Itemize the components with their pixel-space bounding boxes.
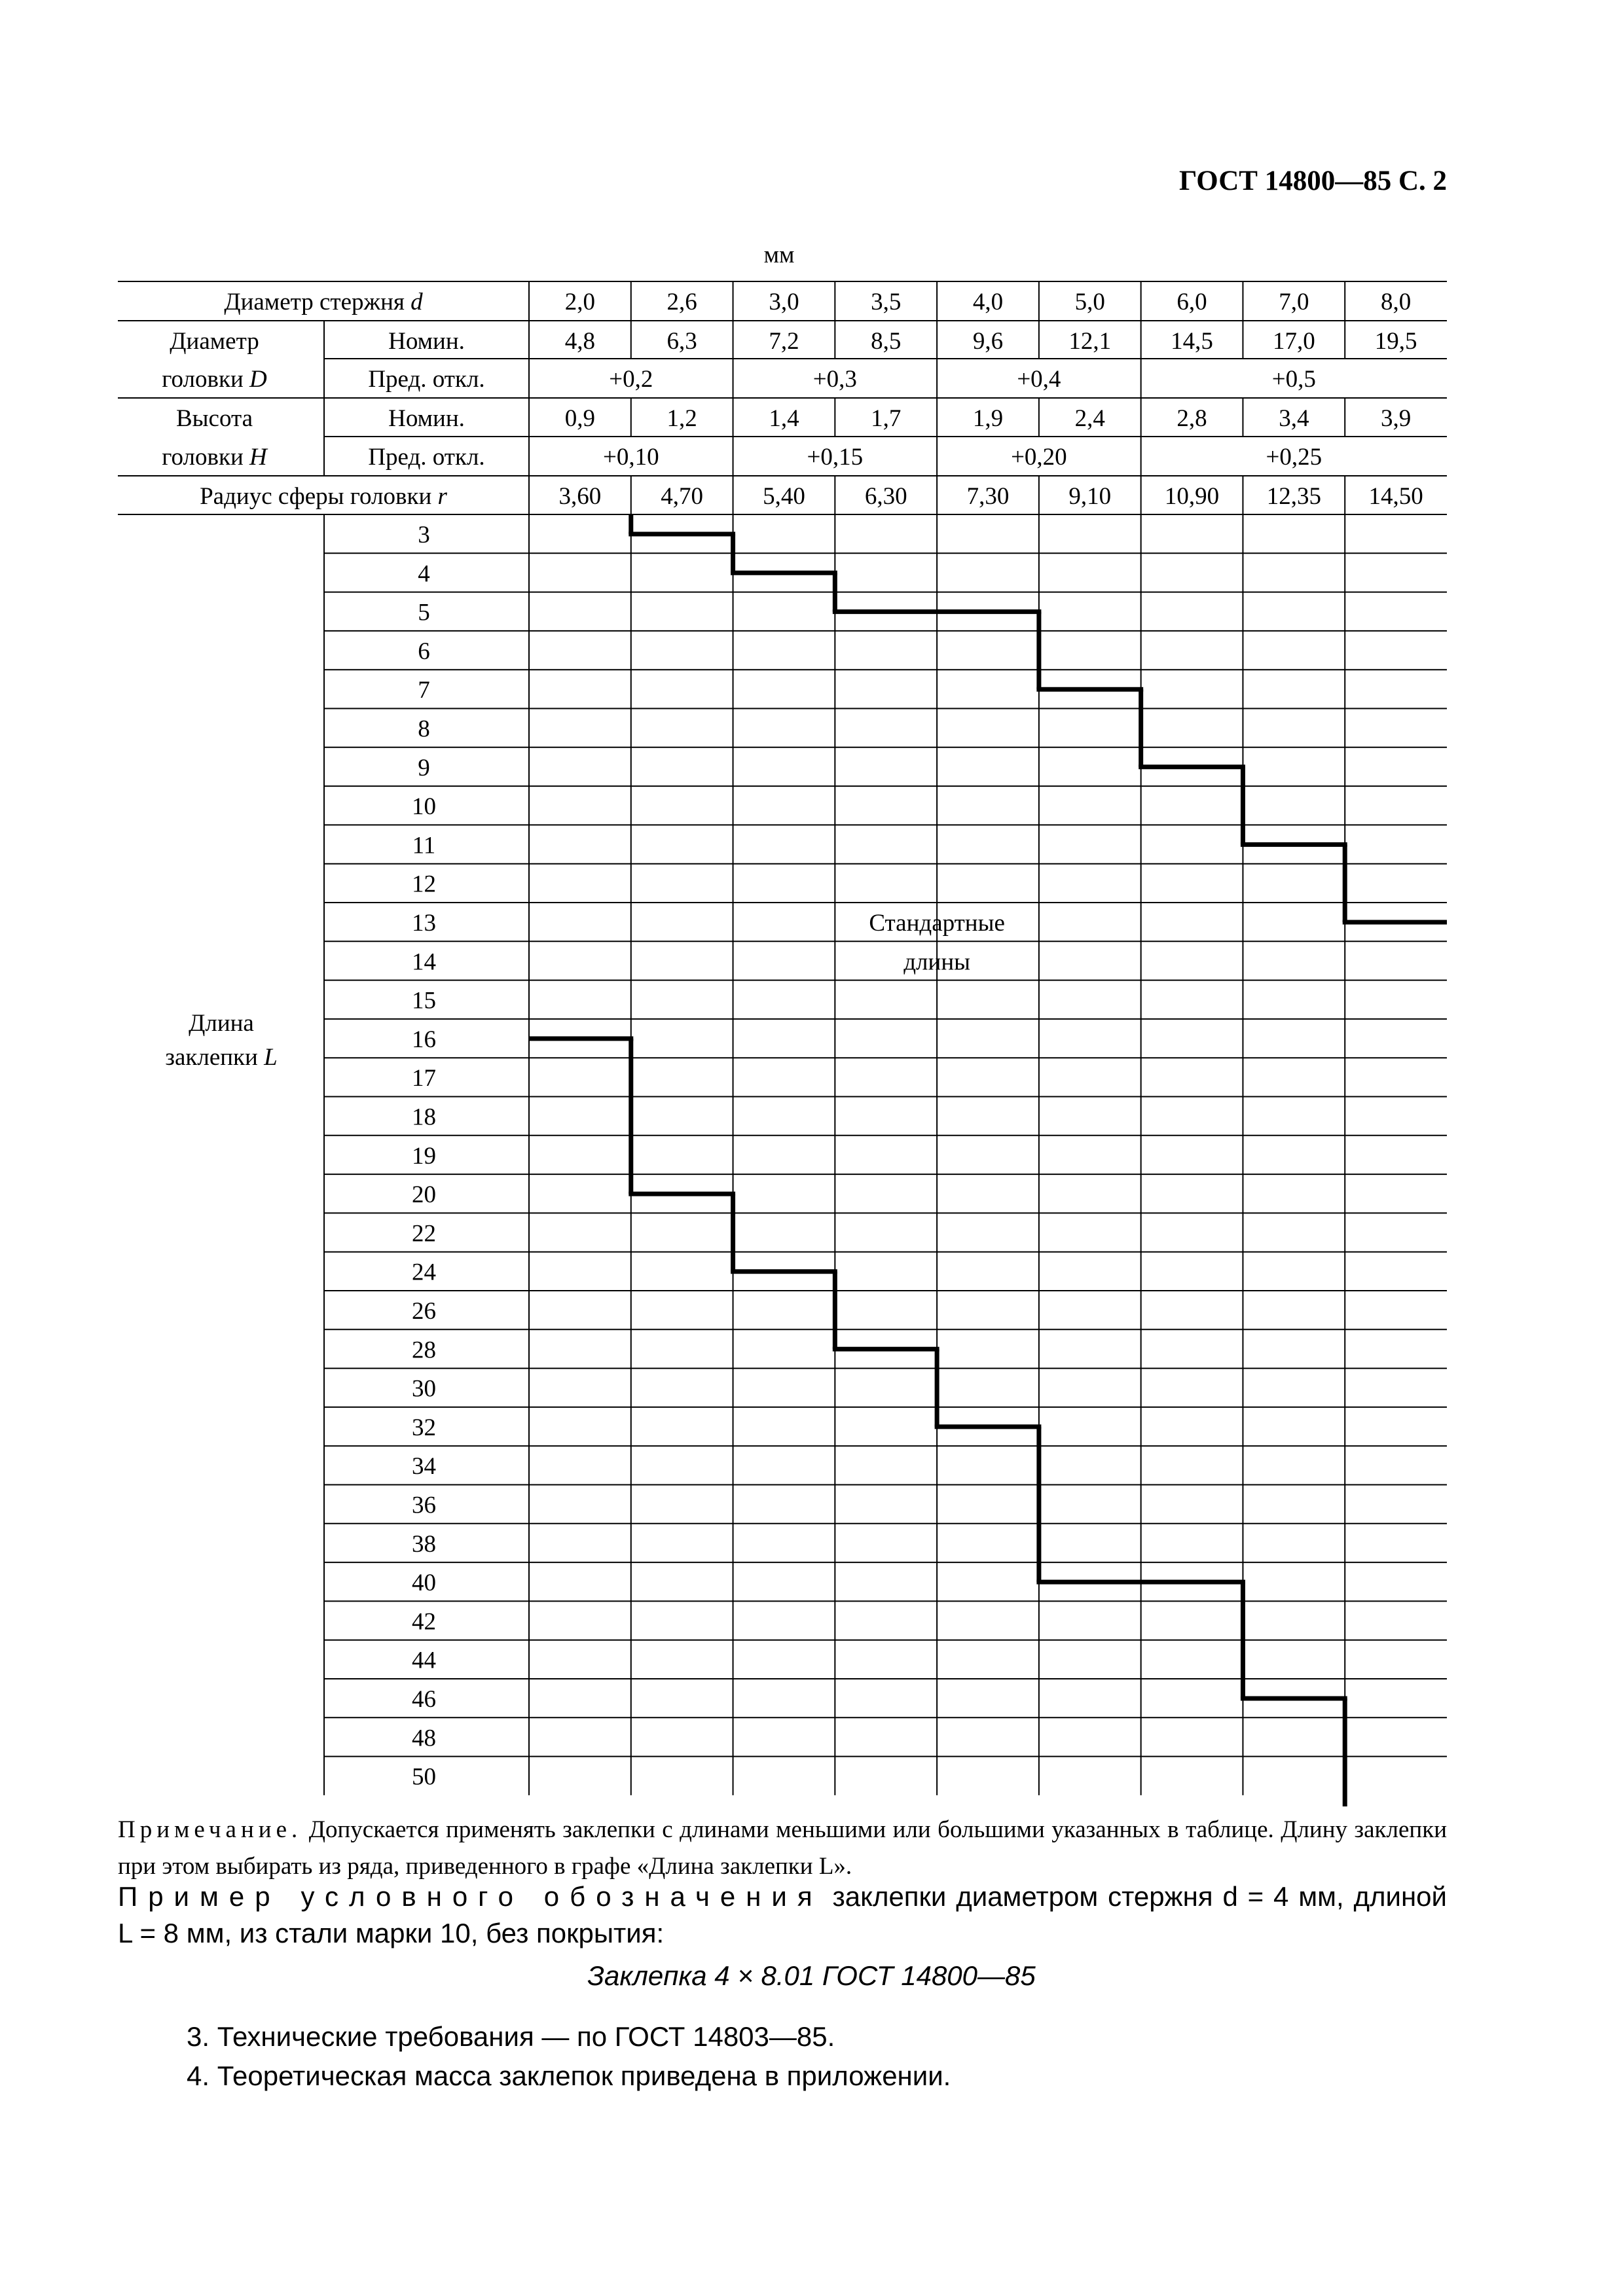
D-value: 17,0: [1272, 328, 1315, 355]
H-tolerance: +0,25: [1266, 444, 1322, 471]
D-value: 12,1: [1068, 328, 1112, 355]
length-value: 28: [412, 1336, 436, 1364]
length-value: 13: [412, 910, 436, 937]
H-value: 2,8: [1176, 405, 1207, 432]
D-tolerance: +0,2: [609, 366, 653, 393]
length-value: 42: [412, 1608, 436, 1636]
tol-label-H: Пред. откл.: [368, 444, 485, 471]
length-value: 4: [418, 560, 430, 588]
H-value: 0,9: [564, 405, 596, 432]
D-value: 7,2: [769, 328, 799, 355]
r-value: 14,50: [1368, 483, 1423, 510]
designation-formula: Заклепка 4 × 8.01 ГОСТ 14800—85: [587, 1960, 1036, 1991]
r-value: 3,60: [558, 483, 602, 510]
d-value: 3,5: [871, 289, 902, 315]
length-value: 10: [412, 793, 436, 821]
length-value: 24: [412, 1259, 436, 1286]
label-H-line1: Высота: [175, 405, 253, 432]
note-prefix: Примечание.: [118, 1816, 302, 1843]
length-value: 50: [412, 1763, 436, 1791]
length-value: 30: [412, 1375, 436, 1403]
length-value: 44: [412, 1647, 436, 1674]
length-value: 8: [418, 715, 430, 743]
D-tolerance: +0,3: [812, 366, 857, 393]
unit-label: мм: [763, 242, 795, 268]
item-3: 3. Технические требования — по ГОСТ 14803—85.: [187, 2021, 835, 2052]
length-value: 18: [412, 1103, 436, 1131]
length-value: 9: [418, 754, 430, 781]
D-tolerance: +0,4: [1017, 366, 1061, 393]
length-label-line1: Длина: [189, 1010, 254, 1037]
standard-lengths-line2: длины: [903, 948, 970, 976]
length-value: 36: [412, 1492, 436, 1519]
length-value: 15: [412, 987, 436, 1014]
table-note: [118, 1812, 1447, 1885]
H-value: 2,4: [1074, 405, 1105, 432]
length-value: 11: [412, 832, 436, 859]
H-value: 1,9: [972, 405, 1004, 432]
d-value: 2,0: [564, 289, 596, 315]
H-value: 3,9: [1380, 405, 1412, 432]
length-value: 16: [412, 1026, 436, 1053]
r-value: 10,90: [1164, 483, 1220, 510]
length-value: 46: [412, 1686, 436, 1713]
r-value: 4,70: [661, 483, 704, 510]
H-value: 3,4: [1279, 405, 1309, 432]
r-value: 9,10: [1068, 483, 1112, 510]
D-value: 6,3: [666, 328, 697, 355]
length-value: 32: [412, 1414, 436, 1441]
d-value: 8,0: [1380, 289, 1412, 315]
D-tolerance: +0,5: [1271, 366, 1316, 393]
length-value: 7: [418, 677, 430, 704]
label-H-line2: головки H: [162, 444, 267, 471]
D-value: 4,8: [564, 328, 596, 355]
standard-lengths-line1: Стандартные: [869, 910, 1005, 937]
label-D-line1: Диаметр: [170, 328, 259, 355]
d-value: 2,6: [666, 289, 697, 315]
D-value: 8,5: [871, 328, 902, 355]
H-value: 1,4: [769, 405, 799, 432]
H-tolerance: +0,15: [807, 444, 864, 471]
note-text: Допускается применять заклепки с длинами меньшими или большими указанных в таблице. Длину заклепки при этом выбирать из ряда, приведенного в графе «Длина заклепки L».: [118, 1816, 1447, 1880]
tol-label-D: Пред. откл.: [368, 366, 485, 393]
length-value: 5: [418, 599, 430, 626]
d-value: 6,0: [1176, 289, 1207, 315]
d-value: 4,0: [972, 289, 1004, 315]
label-r: Радиус сферы головки r: [200, 483, 447, 510]
d-value: 5,0: [1074, 289, 1105, 315]
length-value: 19: [412, 1142, 436, 1170]
example-prefix: Пример условного обозначения: [118, 1881, 823, 1912]
r-value: 6,30: [864, 483, 907, 510]
r-value: 5,40: [763, 483, 805, 510]
label-D-line2: головки D: [162, 366, 267, 393]
length-value: 34: [412, 1453, 436, 1480]
H-tolerance: +0,20: [1011, 444, 1067, 471]
D-value: 14,5: [1171, 328, 1213, 355]
length-value: 6: [418, 637, 430, 665]
length-value: 20: [412, 1181, 436, 1209]
r-value: 7,30: [966, 483, 1010, 510]
H-value: 1,2: [666, 405, 697, 432]
length-value: 22: [412, 1220, 436, 1247]
length-label-line2: заклепки L: [165, 1044, 278, 1071]
nomin-label-H: Номин.: [388, 405, 465, 432]
item-4: 4. Теоретическая масса заклепок приведена в приложении.: [187, 2060, 951, 2091]
length-value: 14: [412, 948, 436, 976]
designation-example: [118, 1878, 1447, 1952]
D-value: 9,6: [972, 328, 1004, 355]
nomin-label-D: Номин.: [388, 328, 465, 355]
length-value: 38: [412, 1530, 436, 1558]
length-value: 12: [412, 870, 436, 898]
d-value: 7,0: [1279, 289, 1309, 315]
label-d: Диаметр стержня d: [224, 289, 423, 315]
page-header: ГОСТ 14800—85 С. 2: [1178, 166, 1447, 196]
d-value: 3,0: [769, 289, 799, 315]
example-text: заклепки диаметром стержня d = 4 мм, длиной L = 8 мм, из стали марки 10, без покрытия:: [118, 1881, 1448, 1948]
r-value: 12,35: [1266, 483, 1321, 510]
length-value: 48: [412, 1725, 436, 1752]
D-value: 19,5: [1374, 328, 1417, 355]
length-value: 40: [412, 1570, 436, 1597]
length-value: 17: [412, 1065, 436, 1092]
H-value: 1,7: [871, 405, 902, 432]
numbered-items: [187, 2017, 1431, 2096]
H-tolerance: +0,10: [602, 444, 659, 471]
length-value: 3: [418, 522, 430, 548]
length-value: 26: [412, 1298, 436, 1325]
